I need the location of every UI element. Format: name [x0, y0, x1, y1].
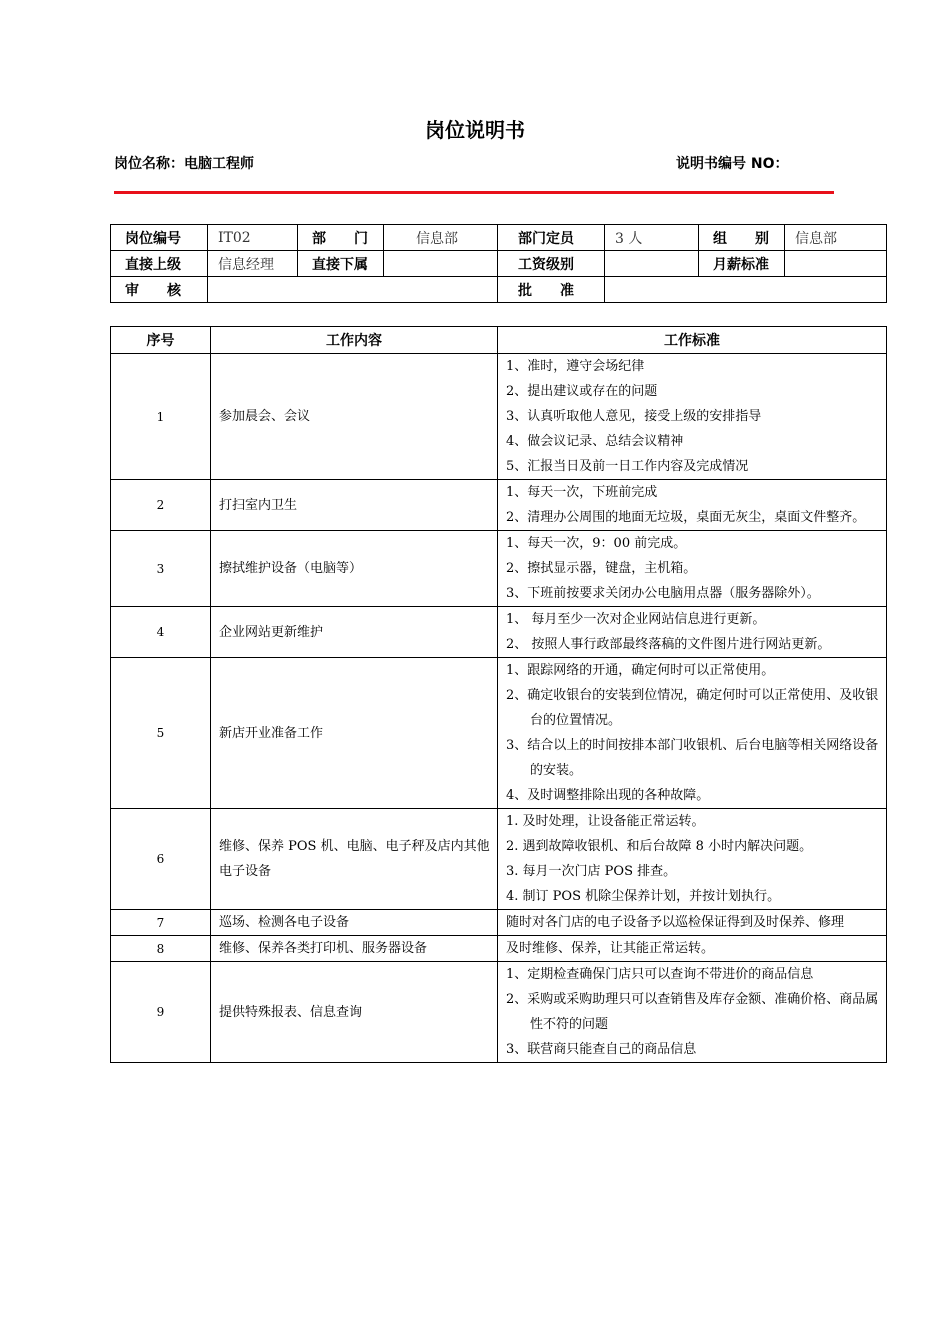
info-row — [111, 225, 887, 251]
standard-item: 3、认真听取他人意见，接受上级的安排指导 — [506, 409, 762, 424]
standard-item: 3. 每月一次门店 POS 排查。 — [506, 864, 677, 879]
work-standard — [498, 354, 887, 480]
work-content: 企业网站更新维护 — [211, 607, 498, 658]
table-row — [111, 607, 887, 658]
work-standard — [498, 910, 887, 936]
standard-item: 4. 制订 POS 机除尘保养计划，并按计划执行。 — [506, 889, 781, 904]
standard-item: 2、确定收银台的安装到位情况，确定何时可以正常使用、及收银台的位置情况。 — [506, 688, 879, 728]
work-standard — [498, 658, 887, 809]
info-label: 直接上级 — [111, 251, 208, 277]
info-label: 部 门 — [298, 225, 384, 251]
position-name: 岗位名称：电脑工程师 — [114, 156, 254, 172]
standard-item: 1、定期检查确保门店只可以查询不带进价的商品信息 — [506, 967, 814, 982]
standard-item: 3、下班前按要求关闭办公电脑用点器（服务器除外）。 — [506, 586, 820, 601]
work-standard — [498, 809, 887, 910]
header-row — [111, 327, 887, 354]
red-divider — [114, 191, 834, 194]
info-value — [785, 251, 887, 277]
work-content: 巡场、检测各电子设备 — [211, 910, 498, 936]
info-label: 批 准 — [498, 277, 605, 303]
row-number: 8 — [111, 936, 211, 962]
info-table — [110, 224, 887, 303]
standard-item: 3、联营商只能查自己的商品信息 — [506, 1042, 697, 1057]
row-number: 3 — [111, 531, 211, 607]
row-number: 5 — [111, 658, 211, 809]
work-standard — [498, 607, 887, 658]
doc-number: 说明书编号 NO： — [676, 156, 789, 172]
info-label: 直接下属 — [298, 251, 384, 277]
standard-item: 及时维修、保养，让其能正常运转。 — [506, 941, 715, 956]
row-number: 7 — [111, 910, 211, 936]
info-value: IT02 — [208, 225, 298, 251]
row-number: 2 — [111, 480, 211, 531]
standard-item: 3、结合以上的时间按排本部门收银机、后台电脑等相关网络设备的安装。 — [506, 738, 879, 778]
standard-item: 2、擦拭显示器，键盘，主机箱。 — [506, 561, 697, 576]
duty-table — [110, 326, 887, 1063]
table-row — [111, 531, 887, 607]
standard-item: 1、准时，遵守会场纪律 — [506, 359, 645, 374]
standard-item: 随时对各门店的电子设备予以巡检保证得到及时保养、修理 — [506, 915, 845, 930]
info-row — [111, 251, 887, 277]
work-standard — [498, 962, 887, 1063]
standard-item: 2、采购或采购助理只可以查销售及库存金额、准确价格、商品属性不符的问题 — [506, 992, 879, 1032]
info-value — [605, 277, 887, 303]
row-number: 4 — [111, 607, 211, 658]
standard-item: 1、每天一次，下班前完成 — [506, 485, 658, 500]
work-content: 打扫室内卫生 — [211, 480, 498, 531]
work-content: 擦拭维护设备（电脑等） — [211, 531, 498, 607]
work-content: 提供特殊报表、信息查询 — [211, 962, 498, 1063]
standard-item: 1. 及时处理，让设备能正常运转。 — [506, 814, 705, 829]
row-number: 9 — [111, 962, 211, 1063]
col-header-no: 序号 — [111, 327, 211, 354]
info-label: 月薪标准 — [699, 251, 785, 277]
standard-item: 5、汇报当日及前一日工作内容及完成情况 — [506, 459, 749, 474]
work-standard — [498, 531, 887, 607]
table-row — [111, 936, 887, 962]
standard-item: 1、每天一次，9：00 前完成。 — [506, 536, 687, 551]
info-value: 信息部 — [785, 225, 887, 251]
work-content: 维修、保养 POS 机、电脑、电子秤及店内其他电子设备 — [211, 809, 498, 910]
info-value — [605, 251, 699, 277]
work-content: 参加晨会、会议 — [211, 354, 498, 480]
table-row — [111, 354, 887, 480]
standard-item: 4、及时调整排除出现的各种故障。 — [506, 788, 710, 803]
info-label: 审 核 — [111, 277, 208, 303]
table-row — [111, 480, 887, 531]
info-label: 工资级别 — [498, 251, 605, 277]
table-row — [111, 910, 887, 936]
table-row — [111, 962, 887, 1063]
page-title: 岗位说明书 — [425, 118, 525, 142]
col-header-content: 工作内容 — [211, 327, 498, 354]
work-content: 新店开业准备工作 — [211, 658, 498, 809]
info-label: 岗位编号 — [111, 225, 208, 251]
standard-item: 2、清理办公周围的地面无垃圾，桌面无灰尘，桌面文件整齐。 — [506, 510, 866, 525]
info-value: 信息部 — [384, 225, 498, 251]
table-row — [111, 658, 887, 809]
work-content: 维修、保养各类打印机、服务器设备 — [211, 936, 498, 962]
info-value — [208, 277, 498, 303]
table-row — [111, 809, 887, 910]
standard-item: 1、跟踪网络的开通，确定何时可以正常使用。 — [506, 663, 775, 678]
info-value: 3 人 — [605, 225, 699, 251]
standard-item: 1、 每月至少一次对企业网站信息进行更新。 — [506, 612, 766, 627]
info-value — [384, 251, 498, 277]
standard-item: 2、提出建议或存在的问题 — [506, 384, 658, 399]
standard-item: 4、做会议记录、总结会议精神 — [506, 434, 684, 449]
col-header-standard: 工作标准 — [498, 327, 887, 354]
standard-item: 2、 按照人事行政部最终落稿的文件图片进行网站更新。 — [506, 637, 831, 652]
row-number: 6 — [111, 809, 211, 910]
info-label: 组 别 — [699, 225, 785, 251]
row-number: 1 — [111, 354, 211, 480]
info-value: 信息经理 — [208, 251, 298, 277]
standard-item: 2. 遇到故障收银机、和后台故障 8 小时内解决问题。 — [506, 839, 813, 854]
work-standard — [498, 936, 887, 962]
info-row — [111, 277, 887, 303]
info-label: 部门定员 — [498, 225, 605, 251]
work-standard — [498, 480, 887, 531]
